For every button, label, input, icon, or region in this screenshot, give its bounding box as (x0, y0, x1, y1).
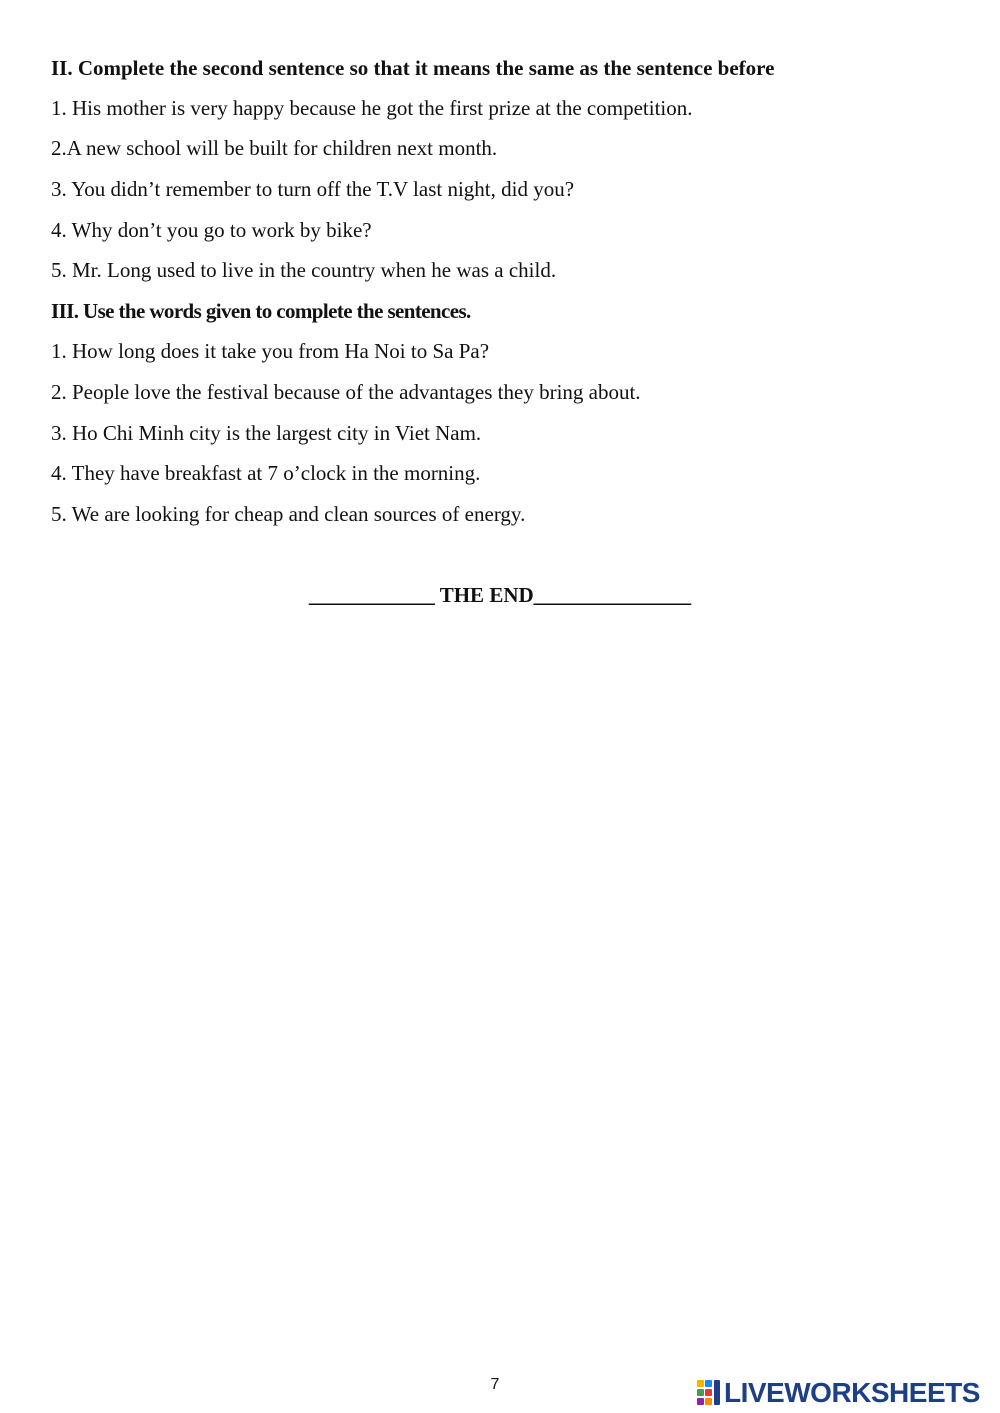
section-3-item-3: 3. Ho Chi Minh city is the largest city in Viet Nam. (51, 421, 482, 445)
section-2-item-5: 5. Mr. Long used to live in the country when he was a child. (51, 258, 557, 282)
page-number: 7 (490, 1376, 500, 1393)
section-3-heading: III. Use the words given to complete the sentences. (51, 299, 471, 323)
section-3-item-4: 4. They have breakfast at 7 o’clock in the morning. (51, 461, 481, 485)
section-2-heading: II. Complete the second sentence so that it means the same as the sentence before (51, 56, 775, 80)
section-3-item-1: 1. How long does it take you from Ha Noi to Sa Pa? (51, 339, 490, 363)
section-2-item-4: 4. Why don’t you go to work by bike? (51, 218, 372, 242)
liveworksheets-wordmark: LIVEWORKSHEETS (724, 1377, 980, 1408)
liveworksheets-brand[interactable] (697, 1378, 980, 1408)
section-2-item-2: 2.A new school will be built for children next month. (51, 136, 498, 160)
liveworksheets-logo-icon (697, 1380, 721, 1406)
the-end-marker: ____________ THE END_______________ (308, 583, 692, 607)
section-2-item-3: 3. You didn’t remember to turn off the T.V last night, did you? (51, 177, 575, 201)
section-2-item-1: 1. His mother is very happy because he got the first prize at the competition. (51, 96, 693, 120)
section-3-item-5: 5. We are looking for cheap and clean sources of energy. (51, 502, 526, 526)
section-3-item-2: 2. People love the festival because of the advantages they bring about. (51, 380, 641, 404)
